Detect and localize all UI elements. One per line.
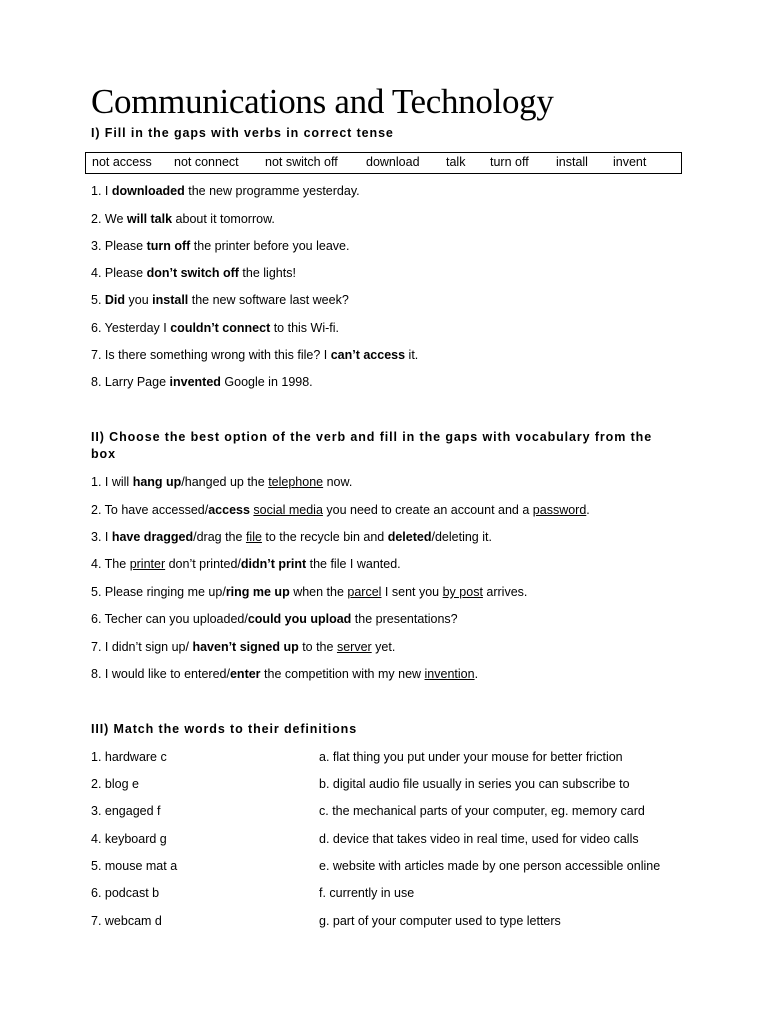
box-word: download <box>366 155 420 169</box>
exercise-1-item: 8. Larry Page invented Google in 1998. <box>91 375 313 389</box>
exercise-1-item: 4. Please don’t switch off the lights! <box>91 266 296 280</box>
match-word: 4. keyboard g <box>91 832 167 846</box>
match-definition: d. device that takes video in real time, used for video calls <box>319 832 639 846</box>
match-definition: g. part of your computer used to type letters <box>319 914 561 928</box>
section-1-heading: I) Fill in the gaps with verbs in correct tense <box>91 126 394 140</box>
exercise-1-item: 7. Is there something wrong with this file? I can’t access it. <box>91 348 419 362</box>
match-word: 2. blog e <box>91 777 139 791</box>
exercise-1-item: 5. Did you install the new software last week? <box>91 293 349 307</box>
box-word: install <box>556 155 588 169</box>
page-title: Communications and Technology <box>91 82 554 121</box>
match-definition: a. flat thing you put under your mouse for better friction <box>319 750 623 764</box>
box-word: turn off <box>490 155 529 169</box>
match-word: 7. webcam d <box>91 914 162 928</box>
exercise-2-item: 2. To have accessed/access social media you need to create an account and a password. <box>91 503 590 517</box>
exercise-2-item: 6. Techer can you uploaded/could you upload the presentations? <box>91 612 458 626</box>
match-definition: f. currently in use <box>319 886 415 900</box>
exercise-1-item: 1. I downloaded the new programme yesterday. <box>91 184 360 198</box>
section-2-heading: II) Choose the best option of the verb and fill in the gaps with vocabulary from the box <box>91 430 653 461</box>
match-definition: b. digital audio file usually in series you can subscribe to <box>319 777 630 791</box>
match-definition: e. website with articles made by one person accessible online <box>319 859 661 873</box>
exercise-2-item: 5. Please ringing me up/ring me up when the parcel I sent you by post arrives. <box>91 585 528 599</box>
exercise-2-item: 1. I will hang up/hanged up the telephone now. <box>91 475 353 489</box>
exercise-1-item: 2. We will talk about it tomorrow. <box>91 212 275 226</box>
exercise-1-item: 3. Please turn off the printer before you leave. <box>91 239 350 253</box>
box-word: not connect <box>174 155 239 169</box>
exercise-1-item: 6. Yesterday I couldn’t connect to this Wi-fi. <box>91 321 339 335</box>
box-word: talk <box>446 155 466 169</box>
match-word: 6. podcast b <box>91 886 160 900</box>
section-3-heading: III) Match the words to their definitions <box>91 722 358 736</box>
word-box <box>85 152 682 174</box>
exercise-2-item: 8. I would like to entered/enter the competition with my new invention. <box>91 667 479 681</box>
match-definition: c. the mechanical parts of your computer, eg. memory card <box>319 804 645 818</box>
match-word: 5. mouse mat a <box>91 859 178 873</box>
exercise-2-item: 3. I have dragged/drag the file to the recycle bin and deleted/deleting it. <box>91 530 492 544</box>
box-word: not switch off <box>265 155 338 169</box>
box-word: invent <box>613 155 647 169</box>
box-word: not access <box>92 155 152 169</box>
match-word: 3. engaged f <box>91 804 161 818</box>
exercise-2-item: 7. I didn’t sign up/ haven’t signed up to the server yet. <box>91 640 396 654</box>
exercise-2-item: 4. The printer don’t printed/didn’t print the file I wanted. <box>91 557 401 571</box>
match-word: 1. hardware c <box>91 750 167 764</box>
